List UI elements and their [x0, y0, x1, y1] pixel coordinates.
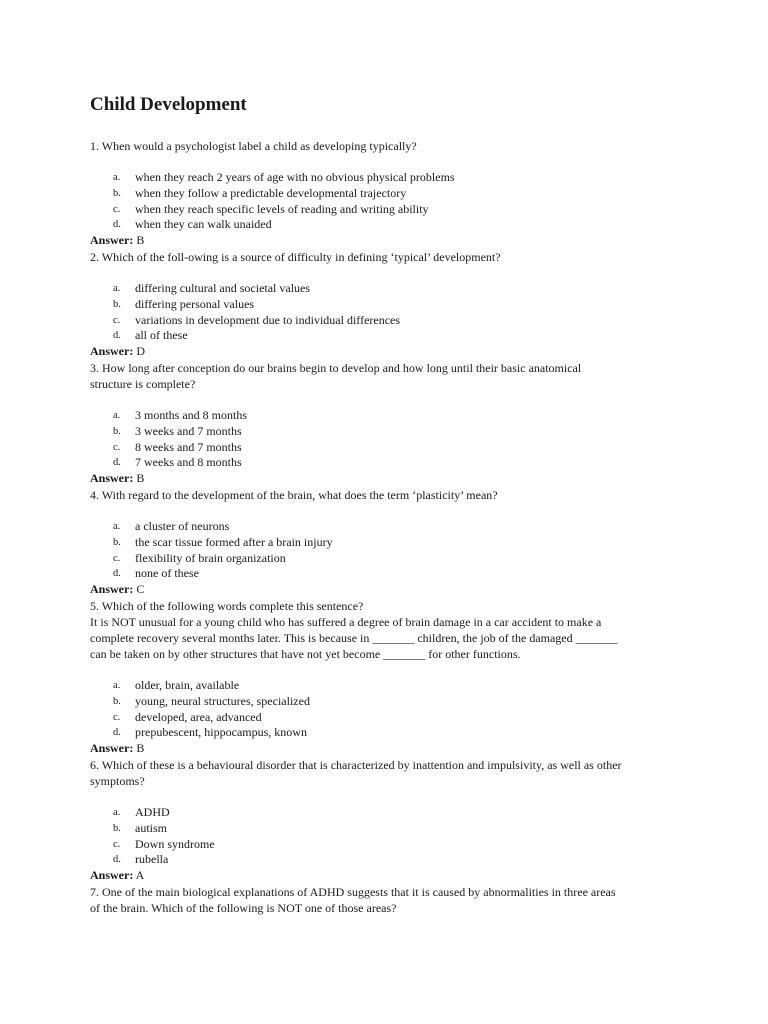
answer-value: B: [136, 741, 145, 756]
option-text: ADHD: [135, 804, 170, 819]
answer-line: [90, 471, 710, 487]
question-text-line: 5. Which of the following words complete this sentence?: [90, 598, 364, 613]
option-text: when they reach specific levels of reading and writing ability: [135, 201, 429, 216]
question-text-line: structure is complete?: [90, 376, 196, 391]
option-item: [113, 170, 710, 186]
answer-label: Answer:: [90, 582, 134, 597]
question-text-line: 4. With regard to the development of the brain, what does the term ‘plasticity’ mean?: [90, 487, 498, 502]
option-text: the scar tissue formed after a brain injury: [135, 534, 333, 549]
option-item: [113, 297, 710, 313]
answer-label: Answer:: [90, 233, 134, 248]
option-item: [113, 694, 710, 710]
option-item: [113, 408, 710, 424]
option-item: [113, 328, 710, 344]
option-text: when they follow a predictable developmental trajectory: [135, 185, 407, 200]
option-letter: a.: [113, 806, 121, 818]
document-title: Child Development: [90, 94, 247, 115]
answer-options: [90, 408, 710, 471]
question-7: [90, 884, 710, 916]
answer-label: Answer:: [90, 868, 134, 883]
option-text: differing personal values: [135, 296, 255, 311]
answer-options: [90, 805, 710, 868]
option-item: [113, 202, 710, 218]
question-text-line: can be taken on by other structures that have not yet become _______ for other functions.: [90, 646, 521, 661]
option-text: variations in development due to individual differences: [135, 312, 401, 327]
option-letter: c.: [113, 838, 121, 850]
answer-options: [90, 170, 710, 233]
option-item: [113, 821, 710, 837]
question-6: [90, 757, 710, 884]
question-4: [90, 487, 710, 598]
option-text: autism: [135, 820, 167, 835]
option-letter: d.: [113, 568, 121, 580]
answer-label: Answer:: [90, 344, 134, 359]
option-letter: b.: [113, 536, 121, 548]
question-text-line: 1. When would a psychologist label a child as developing typically?: [90, 139, 417, 153]
option-item: [113, 551, 710, 567]
answer-line: [90, 582, 710, 598]
answer-options: [90, 281, 710, 344]
option-text: when they can walk unaided: [135, 217, 272, 232]
option-letter: c.: [113, 711, 121, 723]
answer-value: B: [136, 233, 145, 248]
answer-value: A: [135, 868, 145, 883]
question-text-line: 2. Which of the foll-owing is a source of difficulty in defining ‘typical’ development?: [90, 249, 501, 264]
answer-line: [90, 233, 710, 249]
option-item: [113, 535, 710, 551]
option-item: [113, 566, 710, 582]
option-text: developed, area, advanced: [135, 709, 262, 724]
answer-line: [90, 741, 710, 757]
option-text: when they reach 2 years of age with no obvious physical problems: [135, 170, 455, 184]
option-item: [113, 424, 710, 440]
option-text: a cluster of neurons: [135, 518, 230, 533]
option-item: [113, 725, 710, 741]
answer-value: B: [136, 471, 145, 486]
answer-value: C: [136, 582, 145, 597]
option-item: [113, 710, 710, 726]
option-text: 3 weeks and 7 months: [135, 423, 242, 438]
question-text-line: of the brain. Which of the following is NOT one of those areas?: [90, 900, 397, 915]
option-text: none of these: [135, 566, 199, 581]
option-letter: b.: [113, 822, 121, 834]
option-letter: a.: [113, 172, 121, 183]
option-letter: c.: [113, 203, 121, 215]
answer-options: [90, 678, 710, 741]
question-text-line: complete recovery several months later. This is because in _______ children, the job of the damaged _______: [90, 630, 618, 645]
option-item: [113, 217, 710, 233]
question-1: [90, 138, 710, 249]
option-text: 7 weeks and 8 months: [135, 455, 242, 470]
option-letter: b.: [113, 425, 121, 437]
option-item: [113, 313, 710, 329]
option-letter: d.: [113, 457, 121, 469]
option-item: [113, 281, 710, 297]
option-text: young, neural structures, specialized: [135, 693, 310, 708]
answer-label: Answer:: [90, 741, 134, 756]
option-letter: d.: [113, 330, 121, 342]
question-text-line: It is NOT unusual for a young child who has suffered a degree of brain damage in a car accident to make a: [90, 614, 602, 629]
option-item: [113, 852, 710, 868]
option-letter: a.: [113, 520, 121, 532]
question-text-line: symptoms?: [90, 773, 145, 788]
option-item: [113, 440, 710, 456]
option-text: all of these: [135, 328, 188, 343]
option-item: [113, 186, 710, 202]
answer-options: [90, 519, 710, 582]
option-letter: a.: [113, 282, 121, 294]
option-item: [113, 455, 710, 471]
option-text: rubella: [135, 852, 169, 867]
question-text-line: 7. One of the main biological explanations of ADHD suggests that it is caused by abnormalities in three areas: [90, 884, 616, 899]
answer-label: Answer:: [90, 471, 134, 486]
option-item: [113, 678, 710, 694]
answer-value: D: [136, 344, 145, 359]
option-letter: d.: [113, 854, 121, 866]
option-item: [113, 837, 710, 853]
option-letter: a.: [113, 679, 121, 691]
option-item: [113, 805, 710, 821]
question-2: [90, 249, 710, 360]
option-text: prepubescent, hippocampus, known: [135, 725, 307, 740]
option-text: differing cultural and societal values: [135, 280, 311, 295]
option-letter: b.: [113, 298, 121, 310]
option-text: flexibility of brain organization: [135, 550, 286, 565]
option-text: older, brain, available: [135, 677, 240, 692]
option-item: [113, 519, 710, 535]
answer-line: [90, 868, 710, 884]
answer-line: [90, 344, 710, 360]
option-letter: b.: [113, 187, 121, 199]
option-letter: a.: [113, 409, 121, 421]
option-letter: c.: [113, 441, 121, 453]
option-text: 8 weeks and 7 months: [135, 439, 242, 454]
question-3: [90, 360, 710, 487]
option-text: Down syndrome: [135, 836, 215, 851]
option-letter: d.: [113, 727, 121, 739]
question-5: [90, 598, 710, 757]
question-text-line: 6. Which of these is a behavioural disorder that is characterized by inattention and impulsivity, as well as other: [90, 757, 622, 772]
option-text: 3 months and 8 months: [135, 407, 248, 422]
option-letter: b.: [113, 695, 121, 707]
option-letter: c.: [113, 314, 121, 326]
question-text-line: 3. How long after conception do our brains begin to develop and how long until their basic anatomical: [90, 360, 582, 375]
question-list: [90, 138, 710, 916]
document-page: [90, 94, 710, 916]
option-letter: c.: [113, 552, 121, 564]
option-letter: d.: [113, 219, 121, 231]
